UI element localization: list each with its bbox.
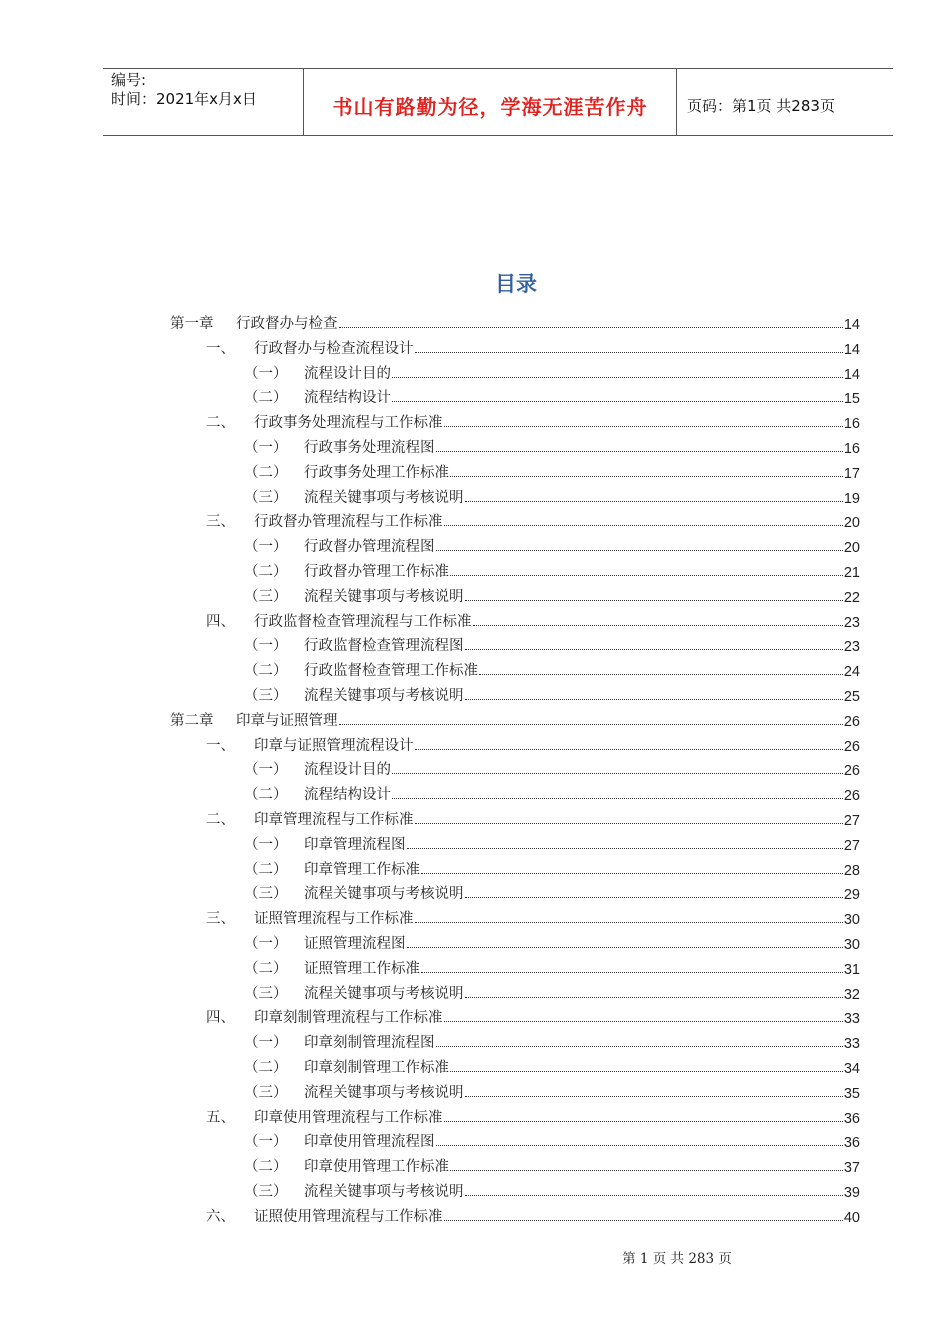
toc-entry-number: 五、: [206, 1109, 235, 1126]
toc-dot-leader: [465, 599, 843, 601]
toc-entry-number: （二）: [244, 663, 288, 680]
toc-dot-leader: [479, 673, 843, 675]
toc-dot-leader: [392, 797, 843, 799]
toc-entry-title: 流程关键事项与考核说明: [304, 489, 464, 506]
toc-entry-number: （二）: [244, 464, 288, 481]
toc-entry[interactable]: [244, 1177, 860, 1201]
toc-entry-page: 34: [843, 1061, 860, 1077]
toc-entry-number: （二）: [244, 1060, 288, 1076]
toc-dot-leader: [436, 549, 843, 551]
toc-dot-leader: [465, 1095, 843, 1097]
toc-entry-number: 一、: [206, 737, 235, 754]
toc-dot-leader: [444, 425, 843, 427]
toc-entry[interactable]: [244, 1152, 860, 1176]
toc-entry-number: （三）: [244, 688, 288, 704]
toc-entry-page: 27: [843, 837, 860, 854]
toc-entry-page: 24: [843, 664, 860, 681]
page-footer: 第 1 页 共 283 页: [622, 1251, 732, 1267]
toc-entry-number: 三、: [206, 514, 235, 531]
toc-dot-leader: [450, 475, 843, 477]
toc-entry-number: 二、: [206, 812, 235, 828]
toc-entry[interactable]: [244, 433, 860, 457]
toc-dot-leader: [339, 326, 843, 328]
toc-dot-leader: [415, 822, 843, 824]
toc-dot-leader: [450, 574, 843, 576]
time-label: 时间：2021年x月x日: [111, 90, 257, 108]
toc-dot-leader: [465, 896, 843, 898]
toc-entry-page: 31: [843, 961, 860, 978]
toc-entry-number: （二）: [244, 960, 288, 977]
toc-title: 目录: [495, 272, 537, 296]
toc-entry-number: （三）: [244, 1084, 288, 1101]
toc-dot-leader: [436, 450, 843, 452]
toc-entry[interactable]: [206, 904, 860, 928]
toc-entry-title: 流程结构设计: [304, 787, 391, 804]
toc-entry[interactable]: [244, 532, 860, 556]
toc-entry-page: 36: [843, 1110, 860, 1127]
toc-entry-number: （一）: [244, 836, 288, 853]
toc-entry[interactable]: [244, 656, 860, 680]
toc-entry[interactable]: [244, 929, 860, 953]
toc-entry[interactable]: [244, 483, 860, 507]
toc-entry-page: 16: [843, 416, 860, 433]
toc-entry-page: 17: [843, 465, 860, 482]
toc-entry[interactable]: [206, 1202, 860, 1226]
toc-dot-leader: [436, 1144, 843, 1146]
toc-entry[interactable]: [244, 1127, 860, 1151]
toc-entry[interactable]: [206, 607, 860, 631]
toc-entry-title: 行政督办管理工作标准: [304, 564, 449, 580]
toc-entry-page: 28: [843, 862, 860, 879]
toc-dot-leader: [415, 748, 843, 750]
toc-entry-page: 33: [843, 1011, 860, 1028]
toc-entry-number: （一）: [244, 638, 288, 655]
toc-dot-leader: [444, 1020, 843, 1022]
toc-dot-leader: [450, 1169, 843, 1171]
toc-entry[interactable]: [170, 309, 860, 333]
toc-entry-title: 流程设计目的: [304, 365, 391, 382]
toc-entry-title: 印章刻制管理流程与工作标准: [254, 1010, 443, 1027]
toc-entry-page: 30: [843, 912, 860, 929]
toc-entry[interactable]: [170, 706, 860, 730]
document-header: [103, 68, 893, 136]
toc-entry-page: 21: [843, 565, 860, 581]
toc-dot-leader: [407, 946, 843, 948]
toc-entry-number: （二）: [244, 564, 288, 580]
toc-dot-leader: [415, 921, 843, 923]
toc-entry-page: 25: [843, 689, 860, 705]
toc-entry-number: 一、: [206, 340, 235, 357]
toc-entry-page: 37: [843, 1160, 860, 1177]
toc-entry-number: （一）: [244, 1134, 288, 1151]
toc-entry-page: 23: [843, 614, 860, 631]
toc-entry-title: 流程设计目的: [304, 762, 391, 779]
motto-text: 书山有路勤为径，学海无涯苦作舟: [332, 95, 648, 119]
toc-entry-page: 14: [843, 366, 860, 383]
toc-entry-title: 行政督办与检查流程设计: [254, 340, 414, 357]
toc-dot-leader: [339, 723, 843, 725]
toc-entry-number: 三、: [206, 911, 235, 928]
toc-dot-leader: [392, 772, 843, 774]
toc-entry[interactable]: [244, 681, 860, 705]
toc-entry-page: 16: [843, 441, 860, 457]
toc-entry-page: 19: [843, 490, 860, 507]
toc-entry-number: （二）: [244, 861, 288, 878]
toc-entry[interactable]: [206, 1003, 860, 1027]
toc-entry-title: 印章与证照管理: [236, 712, 338, 729]
toc-entry-page: 26: [843, 763, 860, 780]
toc-entry-title: 流程关键事项与考核说明: [304, 985, 464, 1002]
toc-entry-title: 证照管理流程图: [304, 936, 406, 952]
toc-entry-title: 印章管理流程与工作标准: [254, 812, 414, 828]
toc-entry-page: 20: [843, 515, 860, 532]
toc-entry-page: 39: [843, 1185, 860, 1201]
toc-dot-leader: [465, 648, 843, 650]
toc-entry[interactable]: [244, 855, 860, 879]
toc-entry-title: 印章使用管理工作标准: [304, 1159, 449, 1176]
toc-entry-page: 30: [843, 937, 860, 953]
toc-entry[interactable]: [244, 582, 860, 606]
toc-dot-leader: [465, 996, 843, 998]
toc-entry-number: 二、: [206, 415, 235, 432]
toc-entry-number: （二）: [244, 1159, 288, 1176]
toc-entry-page: 32: [843, 986, 860, 1003]
toc-entry-number: 第一章: [170, 316, 214, 332]
toc-entry-page: 33: [843, 1036, 860, 1053]
toc-entry-number: （三）: [244, 886, 288, 903]
toc-entry-title: 证照管理工作标准: [304, 960, 420, 977]
toc-entry-page: 26: [843, 713, 860, 730]
toc-entry-title: 行政事务处理工作标准: [304, 464, 449, 481]
toc-entry-title: 行政事务处理流程与工作标准: [254, 415, 443, 432]
toc-entry[interactable]: [206, 334, 860, 358]
toc-entry-number: 六、: [206, 1208, 235, 1225]
toc-entry-title: 流程关键事项与考核说明: [304, 1084, 464, 1101]
toc-entry[interactable]: [206, 507, 860, 531]
toc-entry-number: （一）: [244, 365, 288, 382]
toc-entry-number: 四、: [206, 1010, 235, 1027]
toc-entry-page: 36: [843, 1135, 860, 1152]
toc-entry-title: 行政督办管理流程图: [304, 539, 435, 556]
toc-entry[interactable]: [244, 1053, 860, 1077]
header-page-label: 页码：第1页 共283页: [687, 97, 835, 115]
toc-dot-leader: [450, 1070, 843, 1072]
toc-dot-leader: [392, 376, 843, 378]
toc-entry-page: 26: [843, 788, 860, 805]
toc-entry-number: （二）: [244, 390, 288, 407]
toc-entry-number: 四、: [206, 613, 235, 630]
toc-entry[interactable]: [244, 755, 860, 779]
toc-entry-page: 40: [843, 1209, 860, 1226]
toc-entry-title: 印章刻制管理工作标准: [304, 1060, 449, 1076]
toc-entry[interactable]: [206, 1103, 860, 1127]
toc-entry-title: 行政督办与检查: [236, 316, 338, 332]
toc-entry-number: （一）: [244, 440, 288, 456]
toc-entry-page: 26: [843, 738, 860, 755]
toc-dot-leader: [407, 847, 843, 849]
toc-entry[interactable]: [244, 631, 860, 655]
toc-entry-number: 第二章: [170, 712, 214, 729]
toc-entry-title: 流程关键事项与考核说明: [304, 886, 464, 903]
toc-entry[interactable]: [244, 1078, 860, 1102]
toc-entry-number: （三）: [244, 489, 288, 506]
toc-entry[interactable]: [244, 979, 860, 1003]
toc-dot-leader: [444, 524, 843, 526]
toc-entry-number: （一）: [244, 539, 288, 556]
toc-entry-title: 印章使用管理流程图: [304, 1134, 435, 1151]
toc-entry-title: 行政监督检查管理流程图: [304, 638, 464, 655]
toc-dot-leader: [421, 971, 843, 973]
toc-dot-leader: [421, 872, 843, 874]
toc-entry-page: 20: [843, 540, 860, 557]
toc-entry-page: 14: [843, 341, 860, 358]
toc-entry-title: 印章管理流程图: [304, 836, 406, 853]
toc-entry[interactable]: [244, 557, 860, 581]
toc-entry-number: （三）: [244, 588, 288, 605]
toc-dot-leader: [444, 1219, 843, 1221]
toc-entry[interactable]: [244, 1028, 860, 1052]
toc-dot-leader: [465, 698, 843, 700]
toc-entry-title: 证照使用管理流程与工作标准: [254, 1208, 443, 1225]
toc-entry-page: 35: [843, 1085, 860, 1102]
toc-entry-title: 流程关键事项与考核说明: [304, 588, 464, 605]
toc-entry[interactable]: [244, 359, 860, 383]
toc-entry-title: 行政事务处理流程图: [304, 440, 435, 456]
toc-entry-title: 行政督办管理流程与工作标准: [254, 514, 443, 531]
header-meta: [103, 69, 303, 135]
toc-entry-page: 14: [843, 317, 860, 333]
toc-entry-title: 流程关键事项与考核说明: [304, 1184, 464, 1200]
toc-entry-title: 印章刻制管理流程图: [304, 1035, 435, 1052]
toc-entry-title: 行政监督检查管理流程与工作标准: [254, 613, 472, 630]
toc-entry-page: 22: [843, 589, 860, 606]
toc-dot-leader: [465, 500, 843, 502]
toc-entry[interactable]: [244, 830, 860, 854]
toc-dot-leader: [465, 1194, 843, 1196]
toc-entry-page: 29: [843, 887, 860, 904]
toc-entry[interactable]: [206, 731, 860, 755]
toc-dot-leader: [473, 624, 843, 626]
toc-entry-number: （三）: [244, 985, 288, 1002]
toc-entry-page: 23: [843, 639, 860, 656]
toc-entry[interactable]: [206, 408, 860, 432]
toc-entry-page: 27: [843, 813, 860, 829]
toc-dot-leader: [392, 400, 843, 402]
toc-dot-leader: [436, 1045, 843, 1047]
toc-entry-page: 15: [843, 391, 860, 408]
toc-entry-number: （一）: [244, 762, 288, 779]
toc-dot-leader: [444, 1120, 843, 1122]
toc-entry-title: 行政监督检查管理工作标准: [304, 663, 478, 680]
toc-entry[interactable]: [244, 879, 860, 903]
toc-entry-number: （二）: [244, 787, 288, 804]
toc-entry-title: 印章与证照管理流程设计: [254, 737, 414, 754]
toc-entry-title: 印章使用管理流程与工作标准: [254, 1109, 443, 1126]
toc-entry-title: 流程结构设计: [304, 390, 391, 407]
toc-entry-number: （三）: [244, 1184, 288, 1200]
toc-entry-title: 流程关键事项与考核说明: [304, 688, 464, 704]
header-motto-cell: [303, 69, 677, 135]
toc-entry[interactable]: [206, 805, 860, 829]
code-label: 编号:: [111, 71, 147, 89]
toc-entry-title: 印章管理工作标准: [304, 861, 420, 878]
toc-entry[interactable]: [244, 954, 860, 978]
toc-dot-leader: [415, 351, 843, 353]
toc-entry[interactable]: [244, 458, 860, 482]
toc-entry-title: 证照管理流程与工作标准: [254, 911, 414, 928]
toc-entry[interactable]: [244, 780, 860, 804]
toc-entry-number: （一）: [244, 1035, 288, 1052]
toc-entry[interactable]: [244, 383, 860, 407]
toc-entry-number: （一）: [244, 936, 288, 952]
